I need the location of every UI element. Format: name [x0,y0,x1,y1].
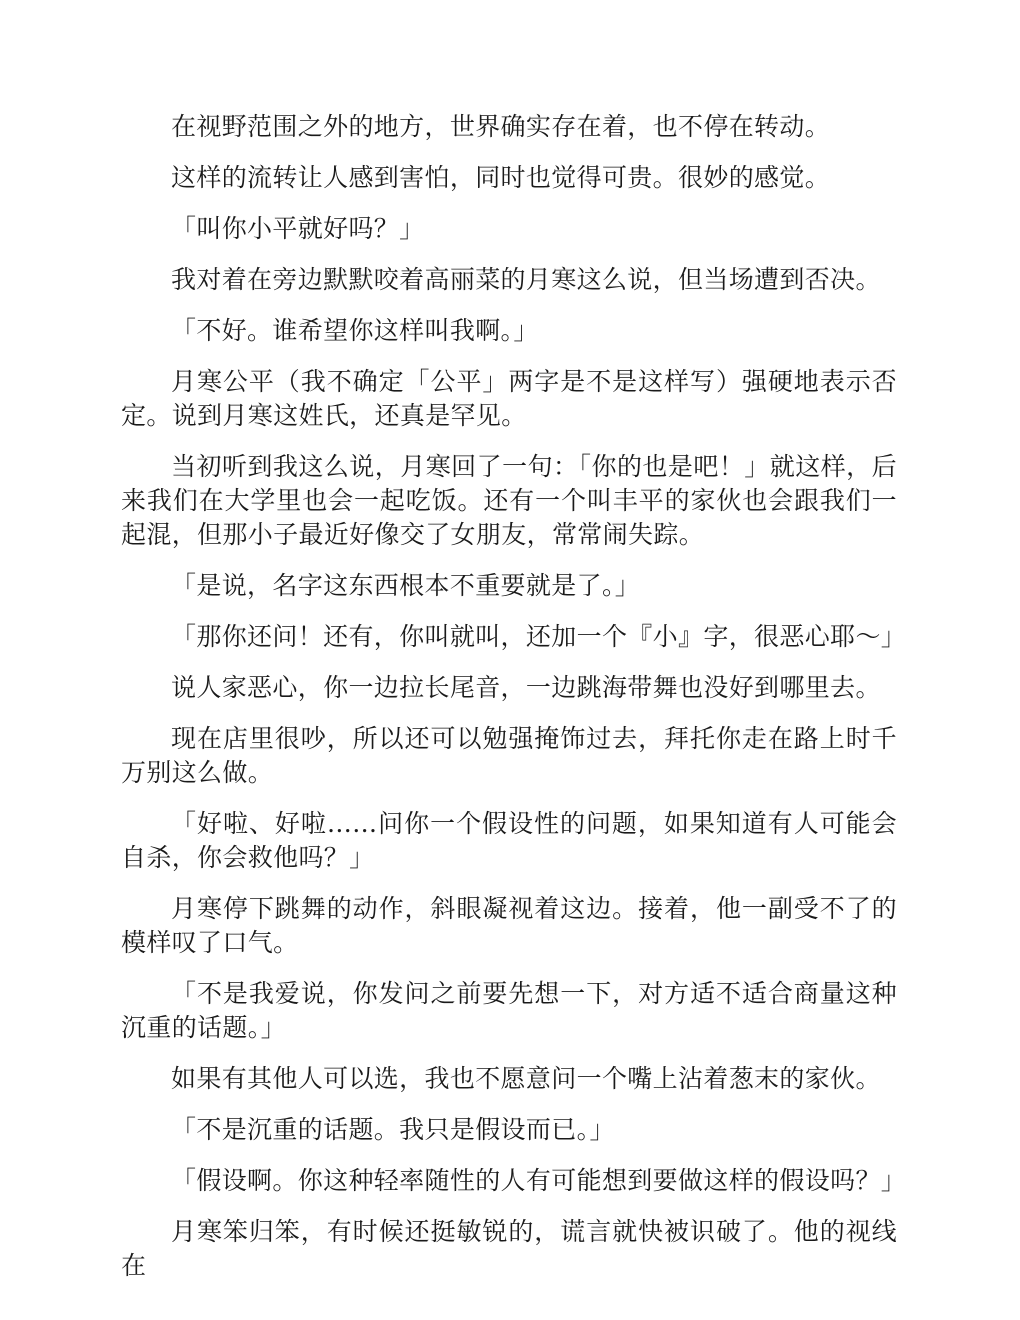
paragraph: 月寒笨归笨，有时候还挺敏锐的，谎言就快被识破了。他的视线在 [121,1217,897,1280]
paragraph: 「叫你小平就好吗？」 [171,214,425,243]
paragraph: 这样的流转让人感到害怕，同时也觉得可贵。很妙的感觉。 [171,163,831,192]
paragraph: 我对着在旁边默默咬着高丽菜的月寒这么说，但当场遭到否决。 [171,265,881,294]
paragraph: 「是说，名字这东西根本不重要就是了。」 [171,571,641,600]
paragraph: 「不是我爱说，你发问之前要先想一下，对方适不适合商量这种沉重的话题。」 [121,979,897,1042]
paragraph: 月寒停下跳舞的动作，斜眼凝视着这边。接着，他一副受不了的模样叹了口气。 [121,894,897,957]
paragraph: 现在店里很吵，所以还可以勉强掩饰过去，拜托你走在路上时千万别这么做。 [121,724,897,787]
paragraph: 如果有其他人可以选，我也不愿意问一个嘴上沾着葱末的家伙。 [171,1064,881,1093]
paragraph: 「那你还问！还有，你叫就叫，还加一个『小』字，很恶心耶～」 [171,622,907,651]
paragraph: 「好啦、好啦……问你一个假设性的问题，如果知道有人可能会自杀，你会救他吗？」 [121,809,897,872]
paragraph: 「不是沉重的话题。我只是假设而已。」 [171,1115,615,1144]
body-text [121,110,907,1300]
paragraph: 说人家恶心，你一边拉长尾音，一边跳海带舞也没好到哪里去。 [171,673,881,702]
paragraph: 当初听到我这么说，月寒回了一句：「你的也是吧！」就这样，后来我们在大学里也会一起吃饭。还有一个叫丰平的家伙也会跟我们一起混，但那小子最近好像交了女朋友，常常闹失踪。 [121,452,897,549]
paragraph: 「假设啊。你这种轻率随性的人有可能想到要做这样的假设吗？」 [171,1166,907,1195]
paragraph: 在视野范围之外的地方，世界确实存在着，也不停在转动。 [171,112,831,141]
paragraph: 月寒公平（我不确定「公平」两字是不是这样写）强硬地表示否定。说到月寒这姓氏，还真是罕见。 [121,367,897,430]
paragraph: 「不好。谁希望你这样叫我啊。」 [171,316,539,345]
